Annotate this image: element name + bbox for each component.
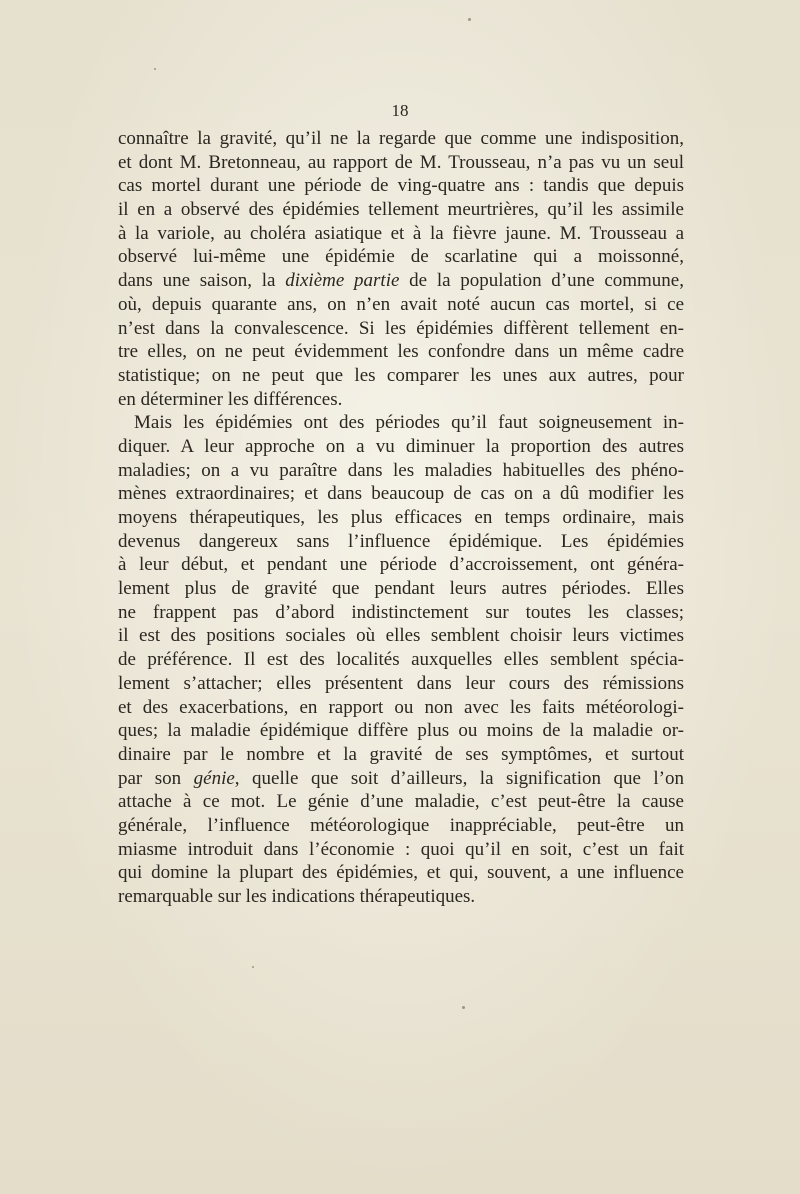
text-line (118, 577, 684, 601)
text-segment: de la population d’une commune, (399, 270, 684, 292)
paper-speck (468, 18, 471, 21)
paragraph-1 (118, 127, 684, 411)
text-segment: statistique; on ne peut que les comparer les unes aux autres, pour (118, 364, 684, 386)
text-line (118, 553, 684, 577)
text-segment: il en a observé des épidémies tellement meurtrières, qu’il les assimile (118, 199, 684, 221)
text-line (118, 340, 684, 364)
text-line (118, 293, 684, 317)
body-text (118, 127, 684, 909)
text-segment: où, depuis quarante ans, on n’en avait noté aucun cas mortel, si ce (118, 293, 684, 315)
text-line (118, 719, 684, 743)
text-line (118, 364, 684, 388)
text-segment: devenus dangereux sans l’influence épidémique. Les épidémies (118, 530, 684, 552)
text-segment: par son (118, 767, 194, 789)
text-line (118, 245, 684, 269)
text-segment: n’est dans la convalescence. Si les épidémies diffèrent tellement en- (118, 317, 684, 339)
text-segment: connaître la gravité, qu’il ne la regarde que comme une indisposition, (118, 128, 684, 149)
text-line (118, 601, 684, 625)
text-segment: mènes extraordinaires; et dans beaucoup de cas on a dû modifier les (118, 483, 684, 505)
text-segment: à leur début, et pendant une période d’accroissement, ont généra- (118, 554, 684, 576)
paper-speck (154, 68, 156, 70)
text-segment: ne frappent pas d’abord indistinctement sur toutes les classes; (118, 601, 684, 623)
text-line (118, 151, 684, 175)
text-line (118, 482, 684, 506)
text-line (118, 838, 684, 862)
page-number: 18 (391, 101, 409, 120)
text-segment: dinaire par le nombre et la gravité de ses symptômes, et surtout (118, 743, 684, 765)
text-line (118, 198, 684, 222)
text-line (118, 624, 684, 648)
text-line (118, 435, 684, 459)
text-line (118, 411, 684, 435)
text-segment: de préférence. Il est des localités auxquelles elles semblent spécia- (118, 649, 684, 671)
text-line (118, 767, 684, 791)
text-segment: Mais les épidémies ont des périodes qu’il faut soigneusement in- (134, 412, 684, 434)
text-segment: ques; la maladie épidémique diffère plus ou moins de la maladie or- (118, 720, 684, 742)
text-line (118, 222, 684, 246)
text-segment: qui domine la plupart des épidémies, et qui, souvent, a une influence (118, 862, 684, 884)
text-segment: générale, l’influence météorologique inappréciable, peut-être un (118, 814, 684, 836)
text-line (118, 388, 684, 412)
text-line (118, 885, 684, 909)
text-segment: il est des positions sociales où elles semblent choisir leurs victimes (118, 625, 684, 647)
text-line (118, 648, 684, 672)
text-segment: cas mortel durant une période de ving-quatre ans : tandis que depuis (118, 175, 684, 197)
text-line (118, 127, 684, 151)
text-segment: à la variole, au choléra asiatique et à la fièvre jaune. M. Trousseau a (118, 222, 684, 244)
text-segment: , quelle que soit d’ailleurs, la signification que l’on (234, 767, 685, 789)
text-line (118, 672, 684, 696)
text-segment: lement plus de gravité que pendant leurs autres périodes. Elles (118, 578, 684, 600)
text-segment: miasme introduit dans l’économie : quoi qu’il en soit, c’est un fait (118, 838, 684, 860)
text-segment: moyens thérapeutiques, les plus efficaces en temps ordinaire, mais (118, 507, 684, 528)
text-segment: en déterminer les différences. (118, 388, 343, 410)
text-segment: diquer. A leur approche on a vu diminuer la proportion des autres (118, 435, 684, 457)
text-segment: dans une saison, la (118, 270, 286, 292)
text-line (118, 269, 684, 293)
text-segment: remarquable sur les indications thérapeutiques. (118, 886, 476, 907)
text-line (118, 506, 684, 530)
text-segment: maladies; on a vu paraître dans les maladies habituelles des phéno- (118, 459, 684, 481)
text-segment: et dont M. Bretonneau, au rapport de M. Trousseau, n’a pas vu un seul (118, 151, 684, 173)
text-segment: et des exacerbations, en rapport ou non avec les faits météorologi- (118, 696, 684, 718)
paper-speck (462, 1006, 465, 1009)
text-line (118, 317, 684, 341)
text-segment: observé lui-même une épidémie de scarlatine qui a moissonné, (118, 246, 684, 268)
text-segment: tre elles, on ne peut évidemment les confondre dans un même cadre (118, 341, 684, 363)
text-line (118, 530, 684, 554)
paper-speck (252, 966, 254, 968)
text-line (118, 743, 684, 767)
italic-term: génie (193, 767, 235, 789)
text-line (118, 814, 684, 838)
paragraph-2 (118, 411, 684, 908)
italic-term: dixième partie (285, 270, 400, 292)
text-segment: lement s’attacher; elles présentent dans leur cours des rémissions (118, 672, 684, 694)
text-line (118, 696, 684, 720)
text-segment: attache à ce mot. Le génie d’une maladie, c’est peut-être la cause (118, 791, 684, 813)
text-line (118, 459, 684, 483)
text-line (118, 174, 684, 198)
text-line (118, 861, 684, 885)
text-line (118, 790, 684, 814)
